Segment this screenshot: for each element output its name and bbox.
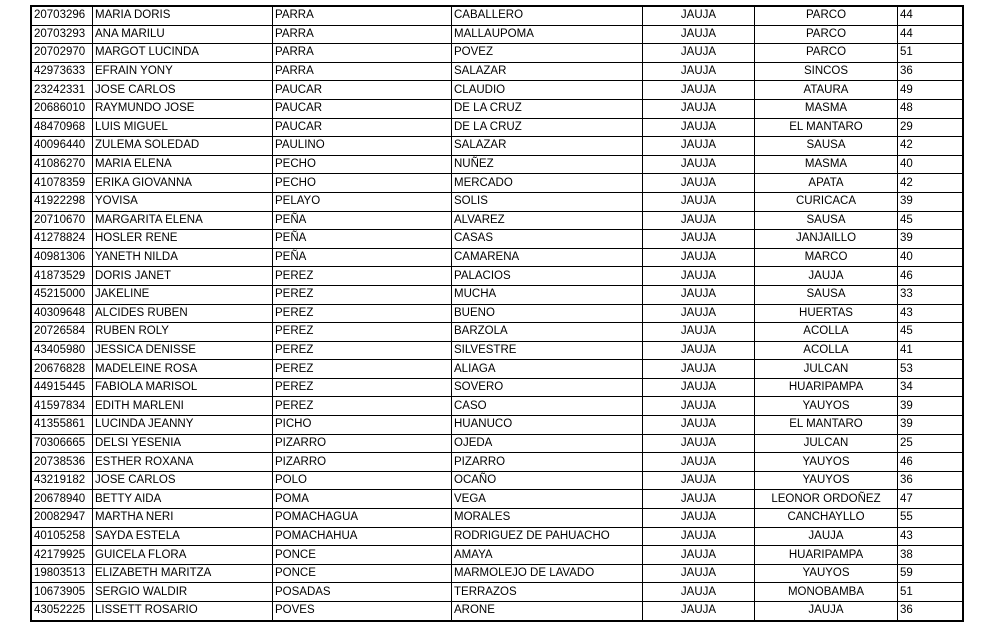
age-cell: 47 [898,490,964,509]
age-cell: 44 [898,6,964,25]
table-row [31,602,963,621]
maternal-surname-cell: CABALLERO [452,6,643,25]
first-names-cell: MARIA ELENA [93,155,273,174]
province-cell: JAUJA [643,546,755,565]
paternal-surname-cell: POMACHAGUA [273,509,452,528]
first-names-cell: JOSE CARLOS [93,471,273,490]
maternal-surname-cell: ARONE [452,602,643,621]
table-row [31,137,963,156]
province-cell: JAUJA [643,6,755,25]
age-cell: 46 [898,267,964,286]
first-names-cell: MARGARITA ELENA [93,211,273,230]
dni-cell: 41873529 [31,267,93,286]
paternal-surname-cell: PELAYO [273,192,452,211]
age-cell: 36 [898,471,964,490]
first-names-cell: ALCIDES RUBEN [93,304,273,323]
paternal-surname-cell: PEREZ [273,360,452,379]
age-cell: 55 [898,509,964,528]
table-row [31,471,963,490]
dni-cell: 20703296 [31,6,93,25]
dni-cell: 20676828 [31,360,93,379]
paternal-surname-cell: PEREZ [273,397,452,416]
district-cell: HUARIPAMPA [755,546,898,565]
maternal-surname-cell: MUCHA [452,285,643,304]
age-cell: 53 [898,360,964,379]
paternal-surname-cell: PEÑA [273,230,452,249]
district-cell: MONOBAMBA [755,583,898,602]
district-cell: HUARIPAMPA [755,378,898,397]
dni-cell: 20710670 [31,211,93,230]
district-cell: HUERTAS [755,304,898,323]
first-names-cell: ELIZABETH MARITZA [93,564,273,583]
first-names-cell: DELSI YESENIA [93,434,273,453]
district-cell: APATA [755,174,898,193]
table-row [31,81,963,100]
province-cell: JAUJA [643,397,755,416]
district-cell: CURICACA [755,192,898,211]
age-cell: 36 [898,62,964,81]
table-row [31,583,963,602]
maternal-surname-cell: OCAÑO [452,471,643,490]
dni-cell: 42973633 [31,62,93,81]
table-row [31,527,963,546]
dni-cell: 45215000 [31,285,93,304]
maternal-surname-cell: CASO [452,397,643,416]
district-cell: SAUSA [755,137,898,156]
age-cell: 40 [898,155,964,174]
dni-cell: 44915445 [31,378,93,397]
dni-cell: 20703293 [31,25,93,44]
district-cell: ACOLLA [755,323,898,342]
district-cell: PARCO [755,44,898,63]
maternal-surname-cell: BARZOLA [452,323,643,342]
district-cell: SAUSA [755,211,898,230]
maternal-surname-cell: ALVAREZ [452,211,643,230]
table-row [31,564,963,583]
age-cell: 39 [898,230,964,249]
first-names-cell: YOVISA [93,192,273,211]
maternal-surname-cell: PIZARRO [452,453,643,472]
first-names-cell: ANA MARILU [93,25,273,44]
age-cell: 39 [898,416,964,435]
paternal-surname-cell: PIZARRO [273,453,452,472]
district-cell: JAUJA [755,267,898,286]
first-names-cell: ESTHER ROXANA [93,453,273,472]
dni-cell: 19803513 [31,564,93,583]
paternal-surname-cell: PEREZ [273,267,452,286]
table-row [31,118,963,137]
table-row [31,304,963,323]
district-cell: MASMA [755,99,898,118]
dni-cell: 43052225 [31,602,93,621]
maternal-surname-cell: AMAYA [452,546,643,565]
paternal-surname-cell: PAUCAR [273,99,452,118]
district-cell: YAUYOS [755,397,898,416]
district-cell: SINCOS [755,62,898,81]
first-names-cell: LUCINDA JEANNY [93,416,273,435]
dni-cell: 41597834 [31,397,93,416]
province-cell: JAUJA [643,174,755,193]
district-cell: LEONOR ORDOÑEZ [755,490,898,509]
table-row [31,174,963,193]
maternal-surname-cell: CASAS [452,230,643,249]
table-row [31,546,963,565]
district-cell: MASMA [755,155,898,174]
dni-cell: 23242331 [31,81,93,100]
maternal-surname-cell: HUANUCO [452,416,643,435]
first-names-cell: ERIKA GIOVANNA [93,174,273,193]
dni-cell: 41086270 [31,155,93,174]
paternal-surname-cell: PEREZ [273,285,452,304]
paternal-surname-cell: PEÑA [273,211,452,230]
table-row [31,341,963,360]
table-row [31,378,963,397]
table-row [31,99,963,118]
paternal-surname-cell: PEREZ [273,341,452,360]
dni-cell: 42179925 [31,546,93,565]
district-cell: ATAURA [755,81,898,100]
first-names-cell: SERGIO WALDIR [93,583,273,602]
table-row [31,360,963,379]
dni-cell: 20702970 [31,44,93,63]
age-cell: 44 [898,25,964,44]
table-row [31,285,963,304]
dni-cell: 10673905 [31,583,93,602]
first-names-cell: JAKELINE [93,285,273,304]
age-cell: 45 [898,211,964,230]
age-cell: 29 [898,118,964,137]
first-names-cell: DORIS JANET [93,267,273,286]
table-row [31,62,963,81]
age-cell: 36 [898,602,964,621]
age-cell: 59 [898,564,964,583]
dni-cell: 20686010 [31,99,93,118]
table-row [31,44,963,63]
maternal-surname-cell: SILVESTRE [452,341,643,360]
province-cell: JAUJA [643,378,755,397]
paternal-surname-cell: POMACHAHUA [273,527,452,546]
age-cell: 45 [898,323,964,342]
age-cell: 42 [898,174,964,193]
first-names-cell: FABIOLA MARISOL [93,378,273,397]
province-cell: JAUJA [643,192,755,211]
paternal-surname-cell: PEREZ [273,323,452,342]
province-cell: JAUJA [643,285,755,304]
paternal-surname-cell: PAULINO [273,137,452,156]
district-cell: EL MANTARO [755,118,898,137]
dni-cell: 40096440 [31,137,93,156]
paternal-surname-cell: POLO [273,471,452,490]
district-cell: YAUYOS [755,564,898,583]
maternal-surname-cell: DE LA CRUZ [452,118,643,137]
dni-cell: 43405980 [31,341,93,360]
paternal-surname-cell: POSADAS [273,583,452,602]
district-cell: ACOLLA [755,341,898,360]
first-names-cell: YANETH NILDA [93,248,273,267]
district-cell: JAUJA [755,602,898,621]
table-row [31,155,963,174]
first-names-cell: LUIS MIGUEL [93,118,273,137]
first-names-cell: RUBEN ROLY [93,323,273,342]
age-cell: 46 [898,453,964,472]
first-names-cell: MARTHA NERI [93,509,273,528]
paternal-surname-cell: POVES [273,602,452,621]
paternal-surname-cell: PIZARRO [273,434,452,453]
province-cell: JAUJA [643,490,755,509]
table-row [31,25,963,44]
age-cell: 41 [898,341,964,360]
province-cell: JAUJA [643,564,755,583]
age-cell: 34 [898,378,964,397]
province-cell: JAUJA [643,44,755,63]
maternal-surname-cell: MALLAUPOMA [452,25,643,44]
province-cell: JAUJA [643,267,755,286]
province-cell: JAUJA [643,304,755,323]
province-cell: JAUJA [643,453,755,472]
province-cell: JAUJA [643,248,755,267]
province-cell: JAUJA [643,81,755,100]
records-table [30,5,964,622]
dni-cell: 41922298 [31,192,93,211]
table-row [31,6,963,25]
table-row [31,323,963,342]
maternal-surname-cell: PALACIOS [452,267,643,286]
table-row [31,192,963,211]
age-cell: 42 [898,137,964,156]
paternal-surname-cell: PEREZ [273,304,452,323]
dni-cell: 40309648 [31,304,93,323]
maternal-surname-cell: MORALES [452,509,643,528]
table-row [31,211,963,230]
dni-cell: 48470968 [31,118,93,137]
province-cell: JAUJA [643,509,755,528]
paternal-surname-cell: PARRA [273,44,452,63]
maternal-surname-cell: BUENO [452,304,643,323]
maternal-surname-cell: NUÑEZ [452,155,643,174]
maternal-surname-cell: CLAUDIO [452,81,643,100]
district-cell: CANCHAYLLO [755,509,898,528]
province-cell: JAUJA [643,602,755,621]
maternal-surname-cell: SOLIS [452,192,643,211]
maternal-surname-cell: SOVERO [452,378,643,397]
table-row [31,453,963,472]
first-names-cell: GUICELA FLORA [93,546,273,565]
first-names-cell: ZULEMA SOLEDAD [93,137,273,156]
province-cell: JAUJA [643,341,755,360]
age-cell: 49 [898,81,964,100]
first-names-cell: MARIA DORIS [93,6,273,25]
first-names-cell: RAYMUNDO JOSE [93,99,273,118]
maternal-surname-cell: MARMOLEJO DE LAVADO [452,564,643,583]
dni-cell: 41355861 [31,416,93,435]
paternal-surname-cell: POMA [273,490,452,509]
table-row [31,230,963,249]
dni-cell: 20726584 [31,323,93,342]
province-cell: JAUJA [643,527,755,546]
table-row [31,509,963,528]
first-names-cell: MADELEINE ROSA [93,360,273,379]
paternal-surname-cell: PEREZ [273,378,452,397]
paternal-surname-cell: PAUCAR [273,118,452,137]
table-row [31,267,963,286]
province-cell: JAUJA [643,471,755,490]
dni-cell: 70306665 [31,434,93,453]
maternal-surname-cell: CAMARENA [452,248,643,267]
maternal-surname-cell: TERRAZOS [452,583,643,602]
first-names-cell: JESSICA DENISSE [93,341,273,360]
age-cell: 25 [898,434,964,453]
maternal-surname-cell: SALAZAR [452,137,643,156]
paternal-surname-cell: PARRA [273,62,452,81]
district-cell: SAUSA [755,285,898,304]
paternal-surname-cell: PARRA [273,25,452,44]
province-cell: JAUJA [643,25,755,44]
district-cell: PARCO [755,25,898,44]
district-cell: JULCAN [755,360,898,379]
district-cell: JANJAILLO [755,230,898,249]
province-cell: JAUJA [643,416,755,435]
first-names-cell: BETTY AIDA [93,490,273,509]
district-cell: PARCO [755,6,898,25]
first-names-cell: EDITH MARLENI [93,397,273,416]
first-names-cell: HOSLER RENE [93,230,273,249]
dni-cell: 40981306 [31,248,93,267]
paternal-surname-cell: PICHO [273,416,452,435]
age-cell: 43 [898,527,964,546]
dni-cell: 20738536 [31,453,93,472]
table-row [31,248,963,267]
age-cell: 33 [898,285,964,304]
paternal-surname-cell: PONCE [273,546,452,565]
maternal-surname-cell: ALIAGA [452,360,643,379]
maternal-surname-cell: VEGA [452,490,643,509]
maternal-surname-cell: POVEZ [452,44,643,63]
province-cell: JAUJA [643,360,755,379]
age-cell: 38 [898,546,964,565]
province-cell: JAUJA [643,434,755,453]
table-row [31,490,963,509]
district-cell: EL MANTARO [755,416,898,435]
province-cell: JAUJA [643,323,755,342]
maternal-surname-cell: OJEDA [452,434,643,453]
maternal-surname-cell: SALAZAR [452,62,643,81]
maternal-surname-cell: DE LA CRUZ [452,99,643,118]
province-cell: JAUJA [643,99,755,118]
province-cell: JAUJA [643,155,755,174]
province-cell: JAUJA [643,583,755,602]
province-cell: JAUJA [643,230,755,249]
age-cell: 39 [898,192,964,211]
paternal-surname-cell: PARRA [273,6,452,25]
first-names-cell: LISSETT ROSARIO [93,602,273,621]
table-row [31,434,963,453]
maternal-surname-cell: RODRIGUEZ DE PAHUACHO [452,527,643,546]
dni-cell: 20678940 [31,490,93,509]
maternal-surname-cell: MERCADO [452,174,643,193]
paternal-surname-cell: PAUCAR [273,81,452,100]
age-cell: 51 [898,583,964,602]
dni-cell: 20082947 [31,509,93,528]
province-cell: JAUJA [643,137,755,156]
age-cell: 51 [898,44,964,63]
district-cell: MARCO [755,248,898,267]
spreadsheet-page [30,5,964,622]
paternal-surname-cell: PONCE [273,564,452,583]
province-cell: JAUJA [643,62,755,81]
dni-cell: 40105258 [31,527,93,546]
province-cell: JAUJA [643,118,755,137]
age-cell: 40 [898,248,964,267]
first-names-cell: SAYDA ESTELA [93,527,273,546]
first-names-cell: JOSE CARLOS [93,81,273,100]
paternal-surname-cell: PEÑA [273,248,452,267]
province-cell: JAUJA [643,211,755,230]
district-cell: JAUJA [755,527,898,546]
age-cell: 48 [898,99,964,118]
dni-cell: 41278824 [31,230,93,249]
table-row [31,397,963,416]
district-cell: JULCAN [755,434,898,453]
district-cell: YAUYOS [755,453,898,472]
age-cell: 43 [898,304,964,323]
dni-cell: 41078359 [31,174,93,193]
age-cell: 39 [898,397,964,416]
records-table-body [31,6,963,621]
first-names-cell: EFRAIN YONY [93,62,273,81]
dni-cell: 43219182 [31,471,93,490]
first-names-cell: MARGOT LUCINDA [93,44,273,63]
paternal-surname-cell: PECHO [273,174,452,193]
district-cell: YAUYOS [755,471,898,490]
table-row [31,416,963,435]
paternal-surname-cell: PECHO [273,155,452,174]
